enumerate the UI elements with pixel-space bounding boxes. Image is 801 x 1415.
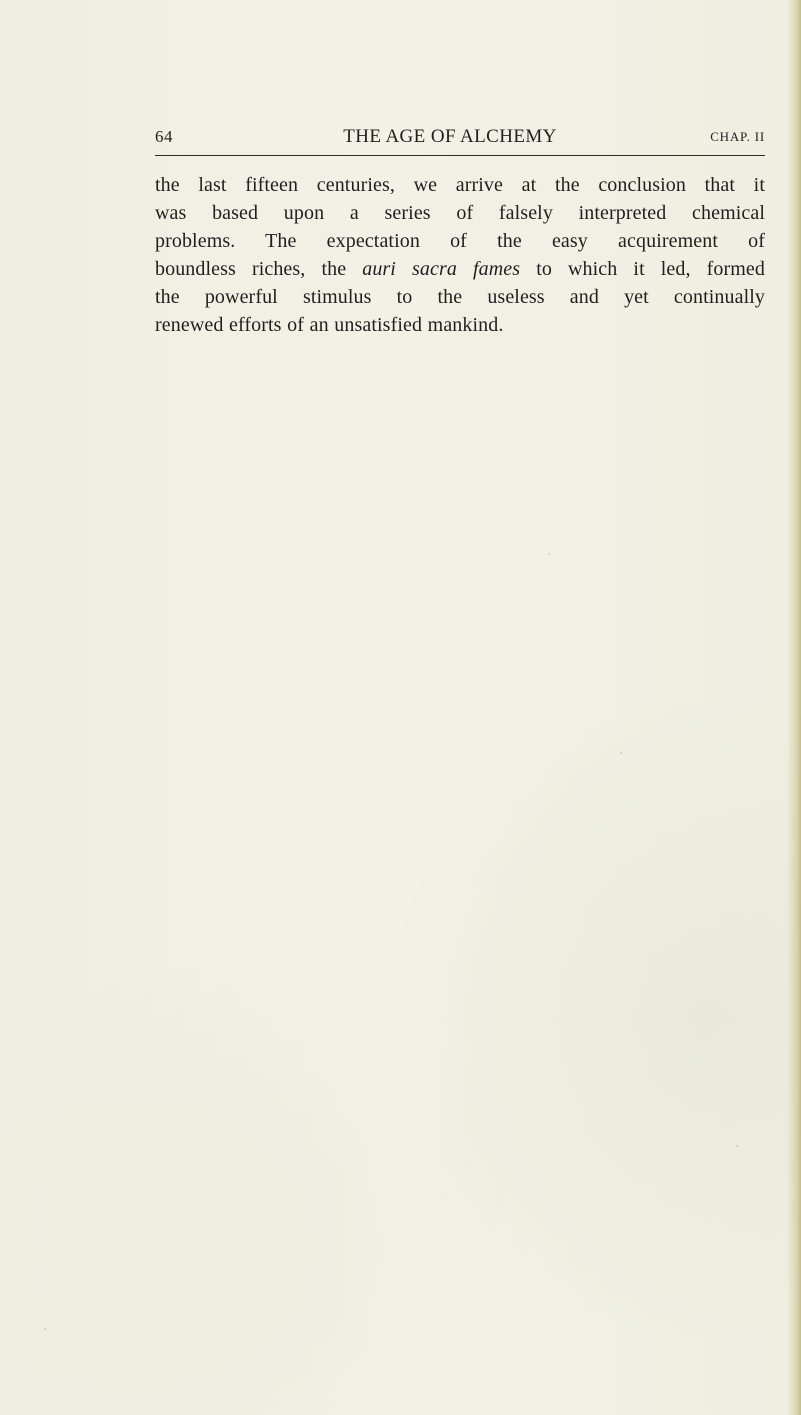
- running-title: THE AGE OF ALCHEMY: [343, 126, 557, 147]
- paper-speck-2: [620, 752, 622, 754]
- text-line-2: was based upon a series of falsely interpreted chemical: [155, 202, 765, 224]
- latin-phrase: auri sacra fames: [362, 258, 521, 280]
- text-line-4-start: boundless riches, the: [155, 258, 363, 280]
- paper-speck-3: [736, 1145, 738, 1147]
- chapter-reference: CHAP. II: [710, 129, 765, 144]
- text-line-6: renewed efforts of an unsatisfied mankind.: [155, 314, 504, 336]
- paper-speck-4: [44, 1328, 46, 1330]
- text-line-1: the last fifteen centuries, we arrive at the conclusion that it: [155, 174, 765, 196]
- body-paragraph: [155, 171, 765, 339]
- text-line-3: problems. The expectation of the easy acquirement of: [155, 230, 765, 252]
- page-number: 64: [155, 127, 173, 146]
- header-rule: [155, 155, 765, 156]
- paper-speck-1: [548, 553, 550, 555]
- text-line-4-end: to which it led, formed: [520, 258, 766, 280]
- text-line-4: [155, 255, 765, 283]
- text-line-5: the powerful stimulus to the useless and yet continually: [155, 286, 765, 308]
- page-edge-shadow: [787, 0, 801, 1415]
- running-head: [155, 125, 765, 153]
